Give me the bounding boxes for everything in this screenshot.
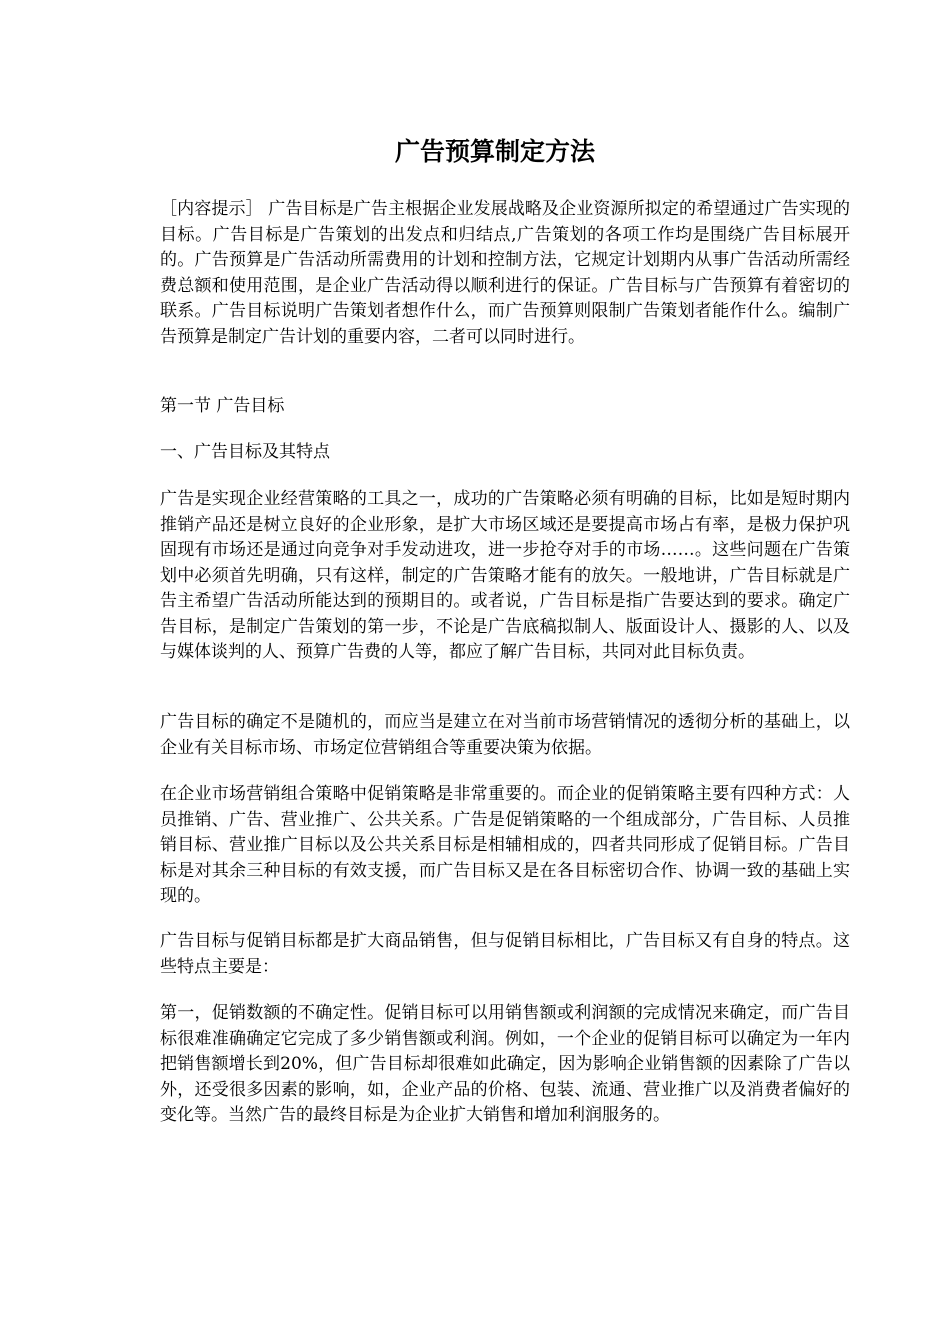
body-paragraph-3: 在企业市场营销组合策略中促销策略是非常重要的。而企业的促销策略主要有四种方式：人员推销、广告、营业推广、公共关系。广告是促销策略的一个组成部分，广告目标、人员推销目标、营业推广目标以及公共关系目标是相辅相成的，四者共同形成了促销目标。广告目标是对其余三种目标的有效支援，而广告目标又是在各目标密切合作、协调一致的基础上实现的。 (160, 784, 850, 906)
intro-paragraph: ［内容提示］ 广告目标是广告主根据企业发展战略及企业资源所拟定的希望通过广告实现的目标。广告目标是广告策划的出发点和归结点,广告策划的各项工作均是围绕广告目标展开的。广告预算是广告活动所需费用的计划和控制方法，它规定计划期内从事广告活动所需经费总额和使用范围，是企业广告活动得以顺利进行的保证。广告目标与广告预算有着密切的联系。广告目标说明广告策划者想作什么，而广告预算则限制广告策划者能作什么。编制广告预算是制定广告计划的重要内容，二者可以同时进行。 (160, 199, 850, 347)
body-paragraph-5: 第一，促销数额的不确定性。促销目标可以用销售额或利润额的完成情况来确定，而广告目标很难准确确定它完成了多少销售额或利润。例如，一个企业的促销目标可以确定为一年内把销售额增长到20%，但广告目标却很难如此确定，因为影响企业销售额的因素除了广告以外，还受很多因素的影响，如，企业产品的价格、包装、流通、营业推广以及消费者偏好的变化等。当然广告的最终目标是为企业扩大销售和增加利润服务的。 (160, 1003, 850, 1125)
subsection-heading: 一、广告目标及其特点 (160, 442, 330, 462)
section-heading: 第一节 广告目标 (160, 396, 285, 416)
body-paragraph-1: 广告是实现企业经营策略的工具之一，成功的广告策略必须有明确的目标，比如是短时期内推销产品还是树立良好的企业形象，是扩大市场区域还是要提高市场占有率，是极力保护巩固现有市场还是通过向竞争对手发动进攻，进一步抢夺对手的市场……。这些问题在广告策划中必须首先明确，只有这样，制定的广告策略才能有的放矢。一般地讲，广告目标就是广告主希望广告活动所能达到的预期目的。或者说，广告目标是指广告要达到的要求。确定广告目标，是制定广告策划的第一步，不论是广告底稿拟制人、版面设计人、摄影的人、以及与媒体谈判的人、预算广告费的人等，都应了解广告目标，共同对此目标负责。 (160, 489, 850, 662)
document-title: 广告预算制定方法 (394, 137, 595, 166)
body-paragraph-2: 广告目标的确定不是随机的，而应当是建立在对当前市场营销情况的透彻分析的基础上，以企业有关目标市场、市场定位营销组合等重要决策为依据。 (160, 712, 850, 758)
body-paragraph-4: 广告目标与促销目标都是扩大商品销售，但与促销目标相比，广告目标又有自身的特点。这些特点主要是： (160, 931, 850, 977)
